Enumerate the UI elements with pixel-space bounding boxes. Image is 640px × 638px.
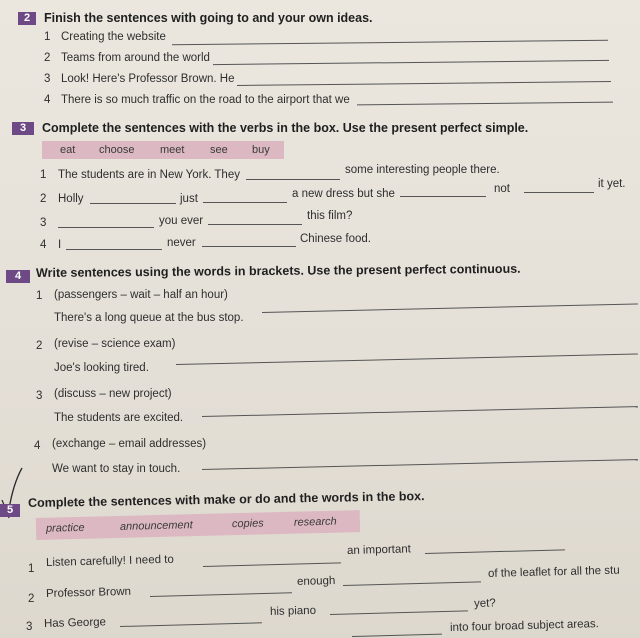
ex2-item-number: 4 (44, 94, 51, 106)
ex4-item-prompt: (revise – science exam) (54, 338, 176, 350)
ex5-word-box (36, 510, 360, 540)
answer-line[interactable] (203, 202, 287, 203)
ex3-word-box (42, 141, 284, 159)
answer-line[interactable] (176, 354, 638, 365)
exercise-4-instruction: Write sentences using the words in brackets. Use the present perfect continuous. (35, 261, 521, 280)
answer-line[interactable] (202, 406, 638, 417)
ex5-item-text: Has George (43, 616, 107, 630)
ex4-item-context: The students are excited. (54, 412, 184, 424)
ex5-trailing-text: into four broad subject areas. (449, 618, 600, 634)
exercise-4-badge: 4 (6, 270, 30, 283)
ex3-item-text: it yet. (598, 178, 626, 190)
ex4-item-number: 1 (36, 290, 43, 302)
ex2-item-text: There is so much traffic on the road to the airport that we (61, 94, 350, 106)
ex2-item-text: Creating the website (61, 31, 166, 43)
word-box-item: buy (252, 144, 270, 156)
ex3-item-text: a new dress but she (292, 188, 395, 200)
ex5-item-text: enough (296, 574, 336, 588)
ex3-item-text: I (58, 239, 62, 251)
exercise-3-instruction: Complete the sentences with the verbs in the box. Use the present perfect simple. (42, 121, 529, 135)
exercise-5-instruction: Complete the sentences with make or do and the words in the box. (27, 489, 425, 510)
word-box-item: practice (45, 521, 85, 535)
ex4-item-context: There's a long queue at the bus stop. (54, 312, 244, 324)
ex2-item-text: Look! Here's Professor Brown. He (61, 73, 235, 85)
ex5-item-text: of the leaflet for all the stu (487, 564, 620, 580)
ex3-item-text: you ever (159, 215, 204, 227)
word-box-item: announcement (119, 519, 193, 533)
answer-line[interactable] (120, 622, 262, 627)
ex5-item-number: 1 (28, 563, 35, 575)
ex3-item-text: just (180, 193, 198, 205)
exercise-2-badge: 2 (18, 12, 36, 25)
ex2-item-number: 2 (44, 52, 51, 64)
answer-line[interactable] (203, 562, 341, 567)
exercise-2-instruction: Finish the sentences with going to and your own ideas. (44, 11, 373, 25)
answer-line[interactable] (66, 249, 162, 250)
word-box-item: copies (231, 517, 264, 531)
ex2-item-number: 3 (44, 73, 51, 85)
answer-line[interactable] (58, 227, 154, 228)
word-box-item: meet (160, 144, 185, 156)
answer-line[interactable] (400, 196, 486, 197)
answer-line[interactable] (357, 102, 613, 106)
answer-line[interactable] (237, 81, 611, 86)
ex3-item-number: 4 (40, 239, 47, 251)
answer-line[interactable] (246, 179, 340, 180)
ex3-item-number: 2 (40, 193, 47, 205)
ex3-item-number: 1 (40, 169, 47, 181)
answer-line[interactable] (262, 303, 638, 313)
answer-line[interactable] (330, 610, 468, 615)
answer-line[interactable] (213, 60, 609, 65)
answer-line[interactable] (352, 634, 442, 637)
ex3-item-text: Holly (58, 193, 84, 205)
word-box-item: eat (60, 144, 76, 156)
exercise-3-badge: 3 (12, 122, 34, 135)
ex4-item-prompt: (discuss – new project) (54, 388, 172, 400)
exercise-5-badge: 5 (0, 504, 20, 517)
answer-line[interactable] (172, 40, 608, 46)
ex3-item-text: never (167, 237, 196, 249)
ex3-item-text: Chinese food. (300, 233, 371, 245)
ex4-item-number: 2 (36, 340, 43, 352)
answer-line[interactable] (343, 581, 481, 586)
ex5-item-text: yet? (473, 597, 496, 610)
pen-mark-icon (0, 466, 26, 526)
answer-line[interactable] (150, 592, 292, 597)
answer-line[interactable] (90, 203, 176, 204)
ex5-item-number: 2 (28, 593, 35, 605)
ex3-item-text: some interesting people there. (345, 164, 500, 176)
ex4-item-context: We want to stay in touch. (52, 463, 181, 475)
ex3-item-text: not (494, 183, 510, 195)
ex2-item-number: 1 (44, 31, 51, 43)
answer-line[interactable] (524, 192, 594, 193)
word-box-item: research (293, 515, 337, 529)
ex5-item-text: his piano (269, 604, 317, 618)
answer-line[interactable] (202, 246, 296, 247)
ex5-item-text: Listen carefully! I need to (45, 553, 174, 569)
ex5-item-number: 3 (26, 621, 33, 633)
ex4-item-number: 4 (34, 440, 41, 452)
ex3-item-number: 3 (40, 217, 47, 229)
ex4-item-number: 3 (36, 390, 43, 402)
ex3-item-text: this film? (307, 210, 353, 222)
ex3-item-text: The students are in New York. They (58, 169, 240, 181)
answer-line[interactable] (202, 459, 638, 470)
answer-line[interactable] (208, 224, 302, 225)
answer-line[interactable] (425, 549, 565, 554)
ex2-item-text: Teams from around the world (61, 52, 210, 64)
word-box-item: see (210, 144, 228, 156)
ex5-item-text: an important (346, 543, 412, 557)
ex5-item-text: Professor Brown (45, 585, 132, 600)
word-box-item: choose (99, 144, 135, 156)
ex4-item-prompt: (exchange – email addresses) (52, 438, 207, 450)
ex4-item-prompt: (passengers – wait – half an hour) (54, 289, 228, 301)
ex4-item-context: Joe's looking tired. (54, 362, 149, 374)
